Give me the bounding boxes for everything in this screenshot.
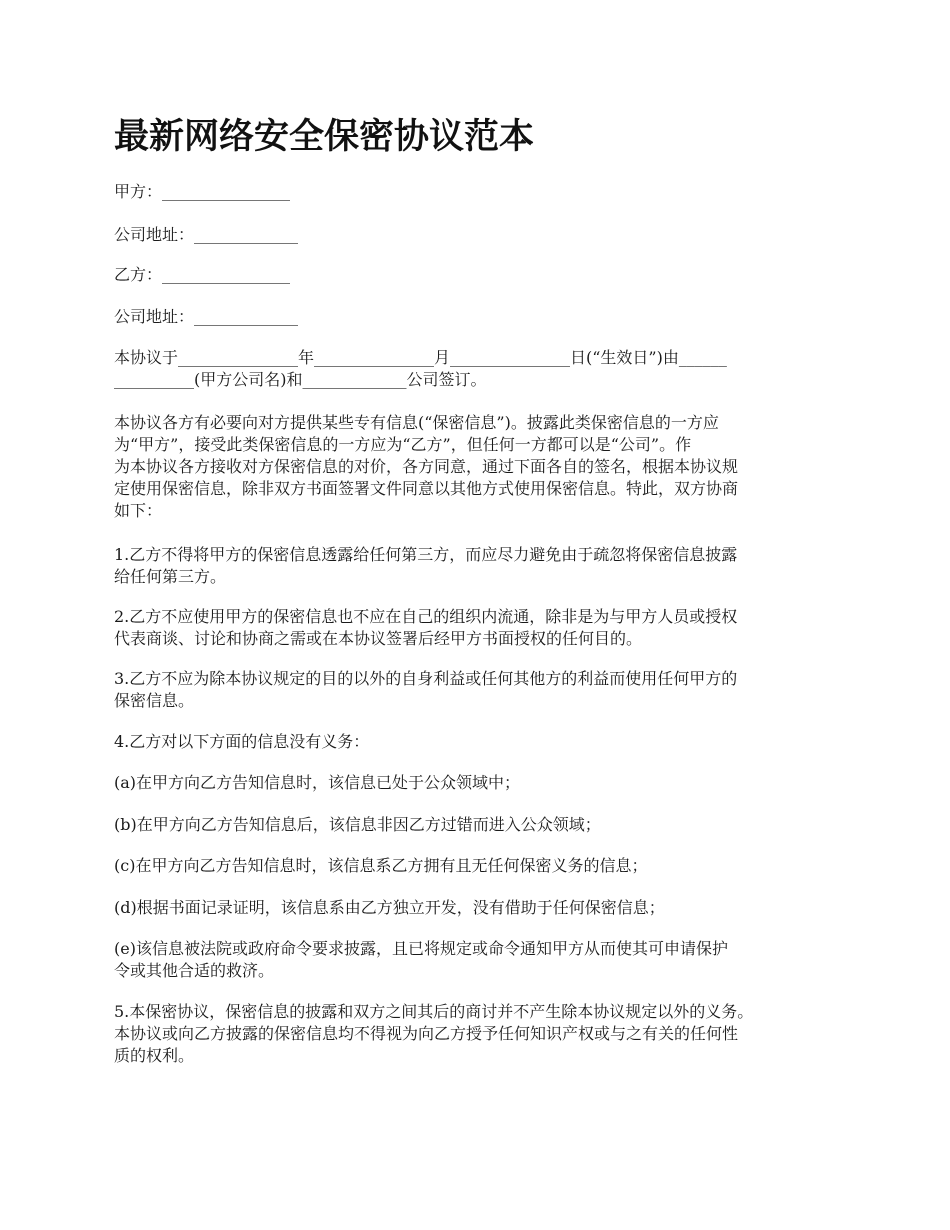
signing-line: __________(甲方公司名)和_____________公司签订。 [114,370,487,389]
sub-clause-b: (b)在甲方向乙方告知信息后，该信息非因乙方过错而进入公众领域； [114,815,601,834]
clause-line: 代表商谈、讨论和协商之需或在本协议签署后经甲方书面授权的任何目的。 [114,629,643,648]
party-a-address-field [114,224,844,246]
intro-line: 为“甲方”，接受此类保密信息的一方应为“乙方”，但任何一方都可以是“公司”。作 [114,435,692,454]
clause-line: 3.乙方不应为除本协议规定的目的以外的自身利益或任何其他方的利益而使用任何甲方的 [114,669,738,688]
intro-line: 为本协议各方接收对方保密信息的对价，各方同意，通过下面各自的签名，根据本协议规 [114,457,739,476]
party-b-field [114,264,844,286]
party-a-address-blank: _____________ [194,225,299,244]
sub-clause-a: (a)在甲方向乙方告知信息时，该信息已处于公众领域中； [114,773,521,792]
intro-line: 定使用保密信息，除非双方书面签署文件同意以其他方式使用保密信息。特此，双方协商 [114,479,739,498]
clause-3 [114,668,844,712]
intro-line: 本协议各方有必要向对方提供某些专有信息(“保密信息”)。披露此类保密信息的一方应 [114,413,719,432]
signing-line: 本协议于_______________年_______________月_______________日(“生效日”)由______ [114,348,727,367]
party-a-blank: ________________ [162,182,291,201]
sub-clause-line: (e)该信息被法院或政府命令要求披露，且已将规定或命令通知甲方从而使其可申请保护 [114,939,728,958]
clause-line: 保密信息。 [114,691,195,710]
sub-clause-e [114,938,844,982]
clause-line: 2.乙方不应使用甲方的保密信息也不应在自己的组织内流通，除非是为与甲方人员或授权 [114,607,738,626]
clause-line: 5.本保密协议，保密信息的披露和双方之间其后的商讨并不产生除本协议规定以外的义务。 [114,1002,754,1021]
party-b-label: 乙方： [114,265,163,284]
page-title: 最新网络安全保密协议范本 [114,116,535,157]
clause-line: 给任何第三方。 [114,567,227,586]
sub-clause-line: 令或其他合适的救济。 [114,961,275,980]
sub-clause-d: (d)根据书面记录证明，该信息系由乙方独立开发，没有借助于任何保密信息； [114,898,665,917]
clause-4 [114,731,844,753]
party-b-address-blank: _____________ [194,307,299,326]
sub-clause-c: (c)在甲方向乙方告知信息时，该信息系乙方拥有且无任何保密义务的信息； [114,856,648,875]
party-b-address-label: 公司地址： [114,307,195,326]
intro-paragraph [114,412,844,522]
party-a-address-label: 公司地址： [114,225,195,244]
clause-1 [114,544,844,588]
party-a-field [114,181,844,203]
party-b-address-field [114,306,844,328]
clause-line: 质的权利。 [114,1046,195,1065]
signing-paragraph [114,347,844,391]
clause-line: 本协议或向乙方披露的保密信息均不得视为向乙方授予任何知识产权或与之有关的任何性 [114,1024,739,1043]
clause-line: 1.乙方不得将甲方的保密信息透露给任何第三方，而应尽力避免由于疏忽将保密信息披露 [114,545,738,564]
clause-2 [114,606,844,650]
intro-line: 如下： [114,501,163,520]
clause-line: 4.乙方对以下方面的信息没有义务： [114,732,370,751]
party-b-blank: ________________ [162,265,291,284]
clause-5 [114,1001,844,1067]
party-a-label: 甲方： [114,182,163,201]
